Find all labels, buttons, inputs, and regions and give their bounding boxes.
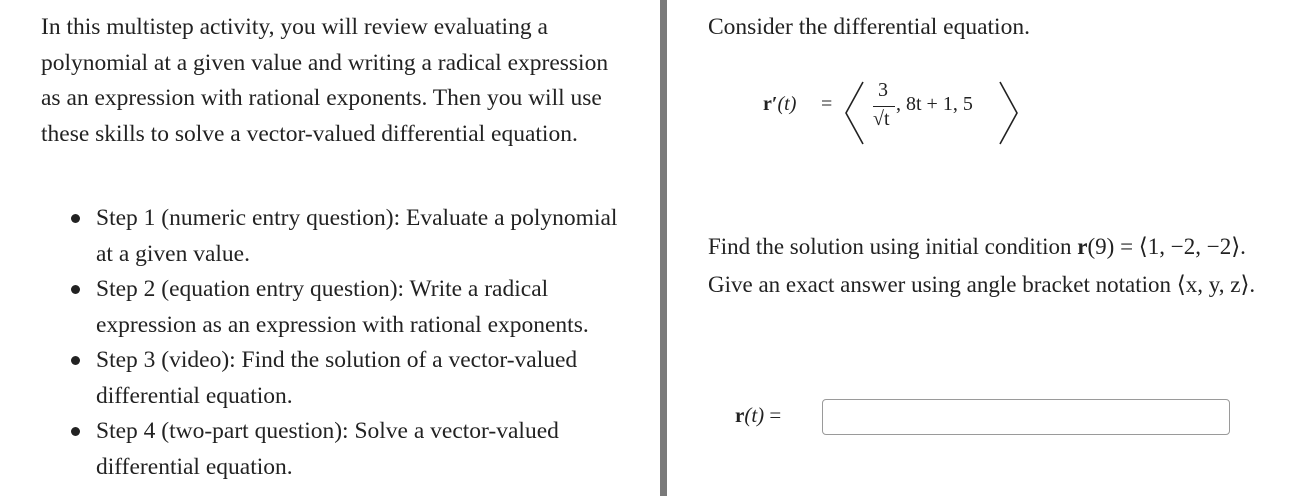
intro-text: In this multistep activity, you will review evaluating a polynomial at a given value and writing a radical expression as an expression with rational exponents. Then you will use these skills to solve a vector-valued differential equation. <box>41 14 609 147</box>
find-vector: r <box>1077 234 1088 259</box>
differential-equation <box>763 68 1063 158</box>
right-angle-bracket <box>1000 82 1017 144</box>
question-panel <box>667 0 1306 496</box>
fraction-denominator: √t <box>873 108 890 130</box>
instructions <box>708 228 1298 303</box>
answer-input[interactable] <box>822 399 1230 435</box>
answer-label <box>735 403 781 428</box>
step-list <box>96 201 636 485</box>
equation-lhs-vector: r′ <box>763 93 778 115</box>
answer-label-equals: = <box>764 403 782 427</box>
fraction-numerator: 3 <box>878 79 888 101</box>
step-item-4: Step 4 (two-part question): Solve a vector-valued differential equation. <box>96 414 636 485</box>
panel-divider[interactable] <box>660 0 667 496</box>
equation-components: , 8t + 1, 5 <box>896 93 973 115</box>
step-item-2: Step 2 (equation entry question): Write a radical expression as an expression with rational exponents. <box>96 272 636 343</box>
consider-text: Consider the differential equation. <box>708 14 1030 40</box>
find-prefix: Find the solution using initial condition <box>708 234 1078 259</box>
fraction-bar <box>873 106 895 107</box>
answer-label-vector: r <box>735 403 745 427</box>
initial-condition: (9) = ⟨1, −2, −2⟩. <box>1087 234 1246 259</box>
equation-equals: = <box>821 93 833 115</box>
answer-label-arg: (t) <box>744 403 765 427</box>
step-item-1: Step 1 (numeric entry question): Evaluate a polynomial at a given value. <box>96 201 636 272</box>
step-item-3: Step 3 (video): Find the solution of a vector-valued differential equation. <box>96 343 636 414</box>
left-angle-bracket <box>846 82 863 144</box>
equation-lhs-arg: (t) <box>777 93 797 115</box>
answer-format-text: Give an exact answer using angle bracket notation ⟨x, y, z⟩. <box>708 271 1256 297</box>
